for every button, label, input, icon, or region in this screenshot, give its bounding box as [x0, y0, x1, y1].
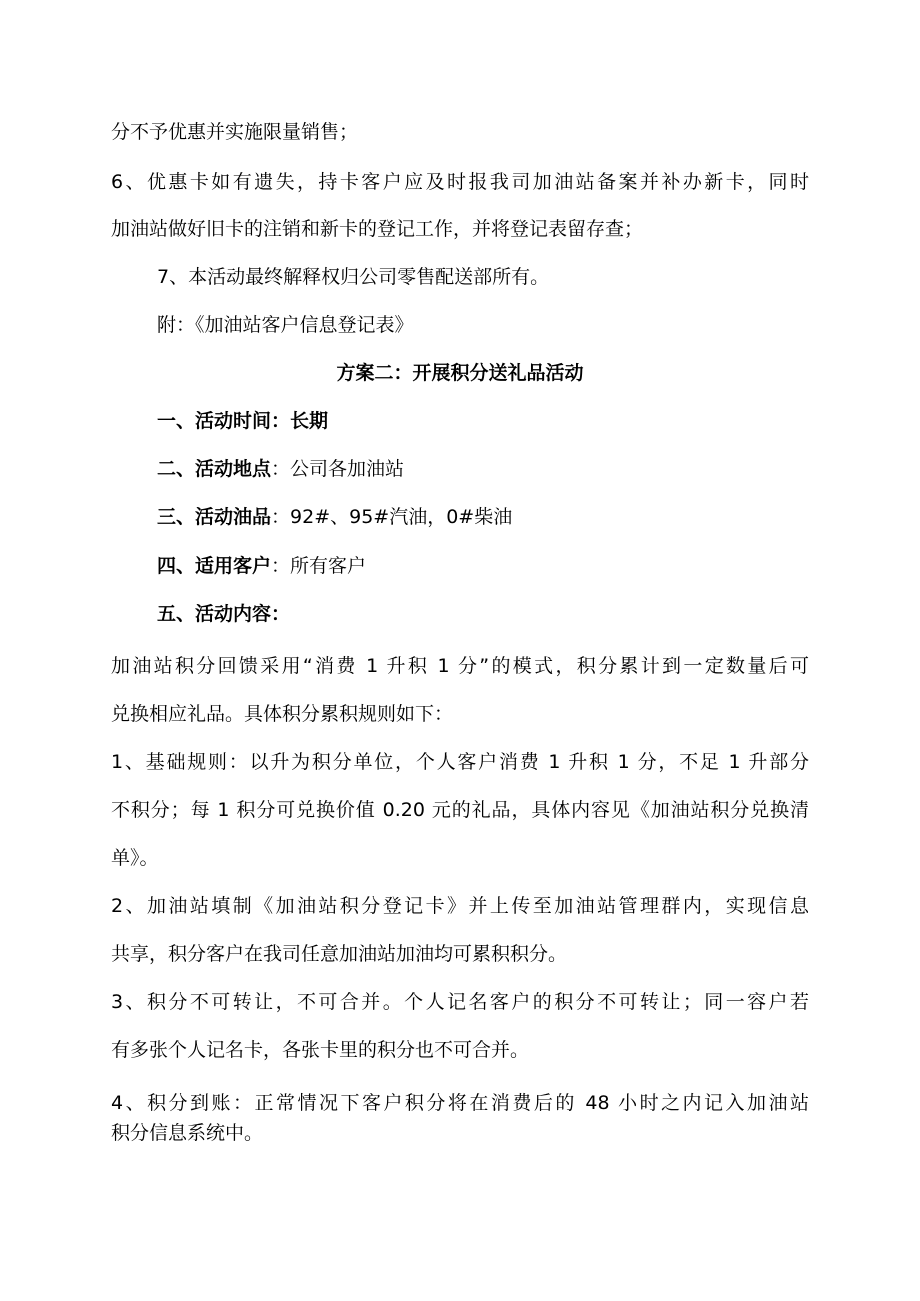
rule-1-line-1: 1、基础规则：以升为积分单位，个人客户消费 1 升积 1 分，不足 1 升部分 [111, 751, 809, 773]
section-5-heading: 五、活动内容： [157, 603, 291, 625]
section-3-value: ：92#、95#汽油，0#柴油 [271, 506, 513, 528]
intro-line-2: 兑换相应礼品。具体积分累积规则如下： [111, 703, 454, 725]
item-6-line-1: 6、优惠卡如有遗失，持卡客户应及时报我司加油站备案并补办新卡，同时 [111, 171, 809, 193]
rule-2-line-2: 共享，积分客户在我司任意加油站加油均可累积积分。 [111, 943, 568, 965]
plan-2-heading: 方案二：开展积分送礼品活动 [336, 362, 584, 384]
section-1-label: 一、活动时间： [157, 410, 291, 432]
rule-3-line-1: 3、积分不可转让，不可合并。个人记名客户的积分不可转让；同一容户若 [111, 991, 809, 1013]
section-1-time [157, 408, 328, 434]
attachment-note: 附：《加油站客户信息登记表》 [157, 314, 414, 336]
paragraph-continuation: 分不予优惠并实施限量销售； [111, 121, 359, 143]
section-2-value: ：公司各加油站 [271, 458, 405, 480]
intro-line-1: 加油站积分回馈采用“消费 1 升积 1 分”的模式，积分累计到一定数量后可 [111, 655, 809, 677]
section-3-products [157, 504, 512, 530]
rule-2-line-1: 2、加油站填制《加油站积分登记卡》并上传至加油站管理群内，实现信息 [111, 895, 809, 917]
section-4-label: 四、适用客户 [157, 555, 272, 577]
section-2-location [157, 456, 404, 482]
rule-4-line-2: 积分信息系统中。 [111, 1122, 264, 1144]
item-6-line-2: 加油站做好旧卡的注销和新卡的登记工作，并将登记表留存查； [111, 218, 644, 240]
rule-4-line-1: 4、积分到账：正常情况下客户积分将在消费后的 48 小时之内记入加油站 [111, 1092, 809, 1114]
rule-1-line-3: 单》。 [111, 847, 159, 869]
section-2-label: 二、活动地点 [157, 458, 272, 480]
item-7: 7、本活动最终解释权归公司零售配送部所有。 [157, 266, 550, 288]
section-4-customers [157, 553, 366, 579]
section-1-value: 长期 [290, 410, 329, 432]
rule-3-line-2: 有多张个人记名卡，各张卡里的积分也不可合并。 [111, 1039, 530, 1061]
rule-1-line-2: 不积分；每 1 积分可兑换价值 0.20 元的礼品，具体内容见《加油站积分兑换清 [111, 799, 809, 821]
section-4-value: ：所有客户 [271, 555, 367, 577]
section-3-label: 三、活动油品 [157, 506, 272, 528]
